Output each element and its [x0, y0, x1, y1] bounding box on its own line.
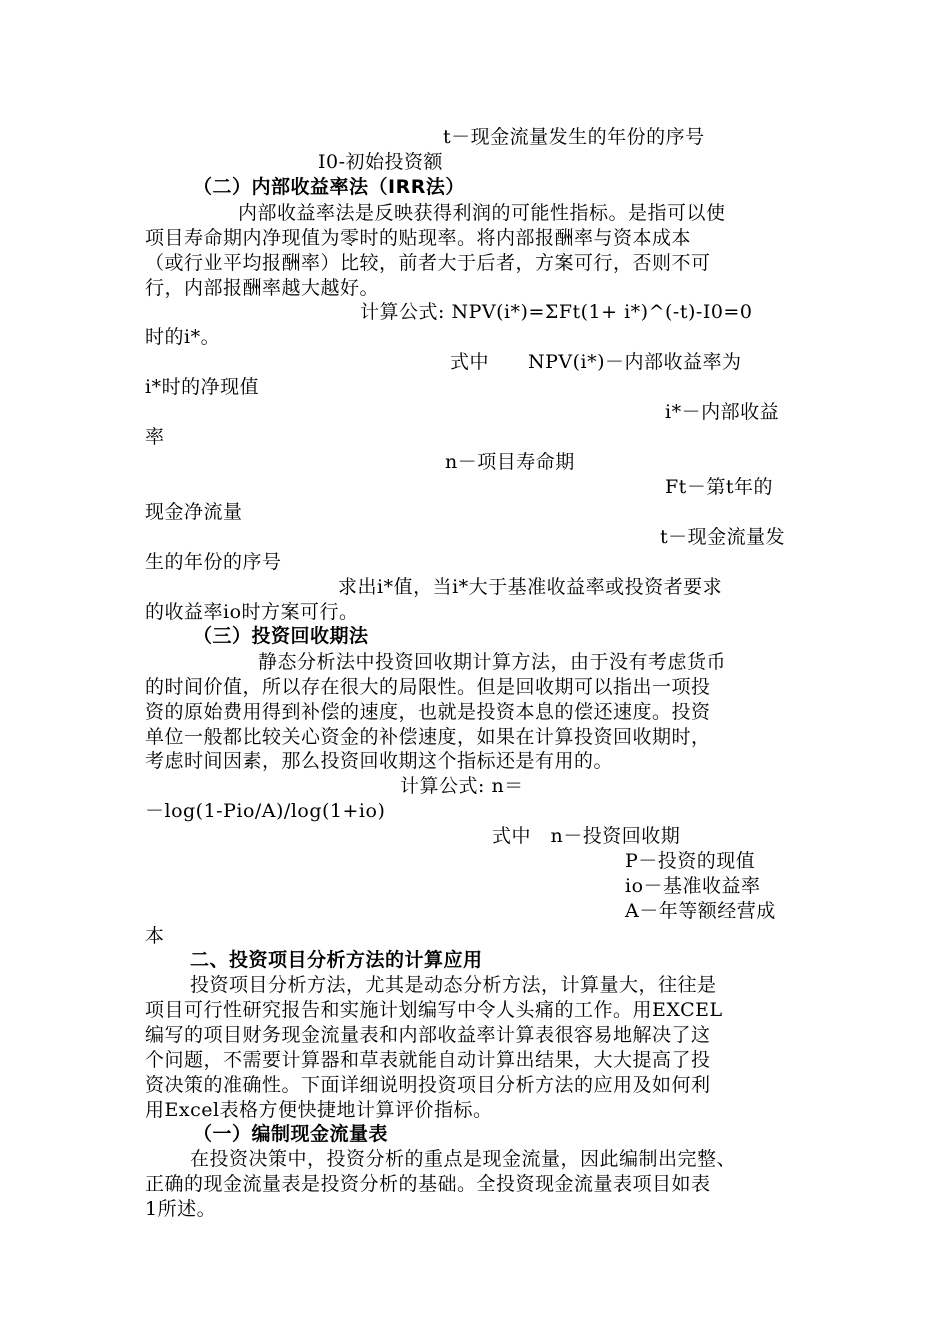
text-line: 本 — [145, 925, 165, 947]
text-line: 行，内部报酬率越大越好。 — [145, 277, 380, 299]
text-line: t－现金流量发 — [660, 526, 786, 548]
section-heading: 二、投资项目分析方法的计算应用 — [190, 949, 483, 971]
text-line: 式中 NPV(i*)－内部收益率为 — [450, 351, 742, 373]
text-line: 的时间价值，所以存在很大的局限性。但是回收期可以指出一项投 — [145, 676, 711, 698]
text-line: i*时的净现值 — [145, 376, 260, 398]
text-line: 在投资决策中，投资分析的重点是现金流量，因此编制出完整、 — [190, 1148, 737, 1170]
text-line: n－项目寿命期 — [445, 451, 575, 473]
text-line: 项目寿命期内净现值为零时的贴现率。将内部报酬率与资本成本 — [145, 227, 692, 249]
text-line: 正确的现金流量表是投资分析的基础。全投资现金流量表项目如表 — [145, 1173, 711, 1195]
text-line: P－投资的现值 — [625, 850, 756, 872]
text-line: 的收益率io时方案可行。 — [145, 601, 359, 623]
text-line: i*－内部收益 — [665, 401, 780, 423]
text-line: 现金净流量 — [145, 501, 243, 523]
text-line: 率 — [145, 426, 165, 448]
text-line: 编写的项目财务现金流量表和内部收益率计算表很容易地解决了这 — [145, 1024, 711, 1046]
text-line: io－基准收益率 — [625, 875, 761, 897]
text-line: 单位一般都比较关心资金的补偿速度，如果在计算投资回收期时， — [145, 726, 711, 748]
text-line: 式中 n－投资回收期 — [492, 825, 681, 847]
text-line: 投资项目分析方法，尤其是动态分析方法，计算量大，往往是 — [190, 974, 717, 996]
text-line: 求出i*值，当i*大于基准收益率或投资者要求 — [338, 576, 723, 598]
text-line: 内部收益率法是反映获得利润的可能性指标。是指可以使 — [238, 202, 726, 224]
formula-line: 计算公式: NPV(i*)=ΣFt(1+ i*)^(-t)-I0=0 — [360, 301, 753, 323]
section-heading: （三）投资回收期法 — [193, 625, 369, 647]
text-line: t－现金流量发生的年份的序号 — [443, 126, 705, 148]
text-line: 静态分析法中投资回收期计算方法，由于没有考虑货币 — [258, 651, 727, 673]
text-line: 资的原始费用得到补偿的速度，也就是投资本息的偿还速度。投资 — [145, 701, 711, 723]
text-line: A－年等额经营成 — [625, 900, 776, 922]
text-line: 项目可行性研究报告和实施计划编写中令人头痛的工作。用EXCEL — [145, 999, 723, 1021]
text-line: 考虑时间因素，那么投资回收期这个指标还是有用的。 — [145, 750, 614, 772]
section-heading: （二）内部收益率法（IRR法） — [193, 176, 465, 198]
text-line: I0-初始投资额 — [318, 151, 444, 173]
text-line: 个问题，不需要计算器和草表就能自动计算出结果，大大提高了投 — [145, 1049, 711, 1071]
formula-line: －log(1-Pio/A)/log(1+io) — [145, 800, 386, 822]
formula-line: 计算公式: n＝ — [400, 775, 524, 797]
text-line: 资决策的准确性。下面详细说明投资项目分析方法的应用及如何利 — [145, 1074, 711, 1096]
text-line: 用Excel表格方便快捷地计算评价指标。 — [145, 1099, 493, 1121]
text-line: 时的i*。 — [145, 326, 221, 348]
text-line: 生的年份的序号 — [145, 551, 282, 573]
section-heading: （一）编制现金流量表 — [193, 1123, 389, 1145]
text-line: 1所述。 — [145, 1198, 217, 1220]
text-line: （或行业平均报酬率）比较，前者大于后者，方案可行，否则不可 — [145, 252, 711, 274]
text-line: Ft－第t年的 — [665, 476, 773, 498]
